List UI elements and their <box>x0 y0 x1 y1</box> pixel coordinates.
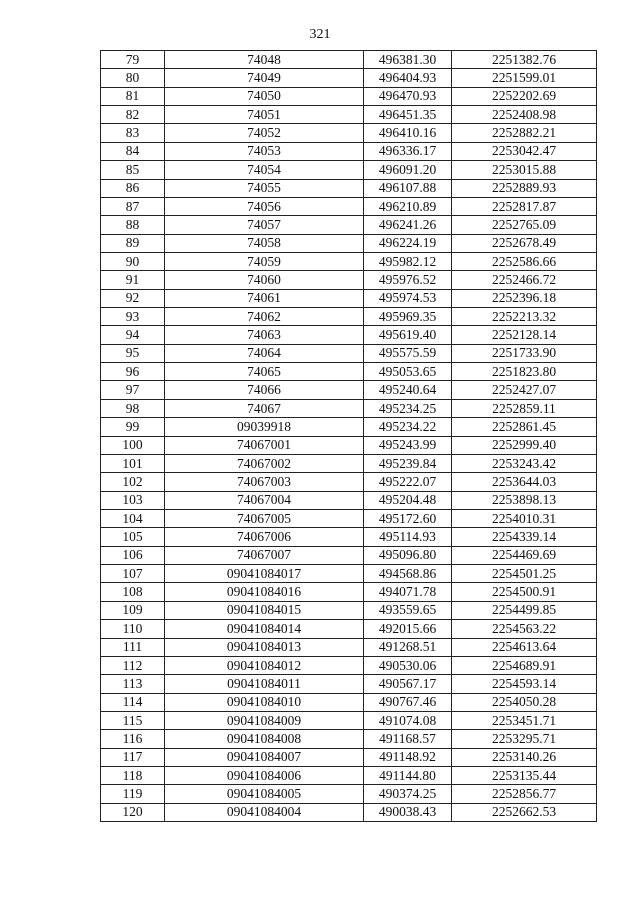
row-number-cell: 120 <box>101 803 165 821</box>
table-row <box>101 51 597 69</box>
table-row <box>101 399 597 417</box>
x-coordinate-cell: 495114.93 <box>364 528 452 546</box>
table-row <box>101 711 597 729</box>
point-id-cell: 74053 <box>165 142 364 160</box>
row-number-cell: 97 <box>101 381 165 399</box>
y-coordinate-cell: 2254689.91 <box>452 656 597 674</box>
row-number-cell: 95 <box>101 344 165 362</box>
table-row <box>101 565 597 583</box>
table-row <box>101 124 597 142</box>
y-coordinate-cell: 2254613.64 <box>452 638 597 656</box>
table-row <box>101 161 597 179</box>
point-id-cell: 09041084009 <box>165 711 364 729</box>
x-coordinate-cell: 490567.17 <box>364 675 452 693</box>
x-coordinate-cell: 491148.92 <box>364 748 452 766</box>
x-coordinate-cell: 496107.88 <box>364 179 452 197</box>
point-id-cell: 09039918 <box>165 418 364 436</box>
point-id-cell: 74048 <box>165 51 364 69</box>
x-coordinate-cell: 495239.84 <box>364 454 452 472</box>
point-id-cell: 09041084014 <box>165 620 364 638</box>
x-coordinate-cell: 495096.80 <box>364 546 452 564</box>
point-id-cell: 74067001 <box>165 436 364 454</box>
row-number-cell: 88 <box>101 216 165 234</box>
table-row <box>101 473 597 491</box>
row-number-cell: 107 <box>101 565 165 583</box>
table-row <box>101 106 597 124</box>
point-id-cell: 74067007 <box>165 546 364 564</box>
y-coordinate-cell: 2253015.88 <box>452 161 597 179</box>
y-coordinate-cell: 2251382.76 <box>452 51 597 69</box>
table-row <box>101 656 597 674</box>
x-coordinate-cell: 491168.57 <box>364 730 452 748</box>
y-coordinate-cell: 2252765.09 <box>452 216 597 234</box>
y-coordinate-cell: 2252202.69 <box>452 87 597 105</box>
point-id-cell: 09041084007 <box>165 748 364 766</box>
x-coordinate-cell: 496336.17 <box>364 142 452 160</box>
point-id-cell: 74061 <box>165 289 364 307</box>
table-row <box>101 491 597 509</box>
row-number-cell: 79 <box>101 51 165 69</box>
table-row <box>101 252 597 270</box>
row-number-cell: 91 <box>101 271 165 289</box>
point-id-cell: 09041084015 <box>165 601 364 619</box>
y-coordinate-cell: 2252662.53 <box>452 803 597 821</box>
point-id-cell: 74066 <box>165 381 364 399</box>
table-row <box>101 583 597 601</box>
row-number-cell: 102 <box>101 473 165 491</box>
table-row <box>101 601 597 619</box>
x-coordinate-cell: 495974.53 <box>364 289 452 307</box>
table-row <box>101 454 597 472</box>
x-coordinate-cell: 495053.65 <box>364 363 452 381</box>
point-id-cell: 09041084016 <box>165 583 364 601</box>
row-number-cell: 116 <box>101 730 165 748</box>
table-row <box>101 638 597 656</box>
point-id-cell: 74058 <box>165 234 364 252</box>
point-id-cell: 74063 <box>165 326 364 344</box>
point-id-cell: 74067004 <box>165 491 364 509</box>
y-coordinate-cell: 2254010.31 <box>452 509 597 527</box>
y-coordinate-cell: 2254593.14 <box>452 675 597 693</box>
point-id-cell: 09041084008 <box>165 730 364 748</box>
x-coordinate-cell: 496241.26 <box>364 216 452 234</box>
y-coordinate-cell: 2254501.25 <box>452 565 597 583</box>
row-number-cell: 110 <box>101 620 165 638</box>
y-coordinate-cell: 2252856.77 <box>452 785 597 803</box>
x-coordinate-cell: 496410.16 <box>364 124 452 142</box>
y-coordinate-cell: 2252213.32 <box>452 308 597 326</box>
point-id-cell: 09041084017 <box>165 565 364 583</box>
y-coordinate-cell: 2253135.44 <box>452 767 597 785</box>
row-number-cell: 84 <box>101 142 165 160</box>
point-id-cell: 74056 <box>165 197 364 215</box>
row-number-cell: 81 <box>101 87 165 105</box>
table-row <box>101 289 597 307</box>
point-id-cell: 09041084013 <box>165 638 364 656</box>
table-row <box>101 675 597 693</box>
row-number-cell: 118 <box>101 767 165 785</box>
row-number-cell: 115 <box>101 711 165 729</box>
x-coordinate-cell: 491074.08 <box>364 711 452 729</box>
y-coordinate-cell: 2252427.07 <box>452 381 597 399</box>
row-number-cell: 80 <box>101 69 165 87</box>
y-coordinate-cell: 2252889.93 <box>452 179 597 197</box>
table-row <box>101 693 597 711</box>
x-coordinate-cell: 490530.06 <box>364 656 452 674</box>
table-row <box>101 179 597 197</box>
row-number-cell: 109 <box>101 601 165 619</box>
y-coordinate-cell: 2252817.87 <box>452 197 597 215</box>
row-number-cell: 117 <box>101 748 165 766</box>
table-row <box>101 87 597 105</box>
point-id-cell: 74062 <box>165 308 364 326</box>
row-number-cell: 93 <box>101 308 165 326</box>
row-number-cell: 103 <box>101 491 165 509</box>
x-coordinate-cell: 494071.78 <box>364 583 452 601</box>
row-number-cell: 94 <box>101 326 165 344</box>
point-id-cell: 74067006 <box>165 528 364 546</box>
y-coordinate-cell: 2254050.28 <box>452 693 597 711</box>
x-coordinate-cell: 490374.25 <box>364 785 452 803</box>
x-coordinate-cell: 495240.64 <box>364 381 452 399</box>
point-id-cell: 74055 <box>165 179 364 197</box>
y-coordinate-cell: 2253898.13 <box>452 491 597 509</box>
x-coordinate-cell: 495982.12 <box>364 252 452 270</box>
row-number-cell: 90 <box>101 252 165 270</box>
x-coordinate-cell: 495243.99 <box>364 436 452 454</box>
table-row <box>101 216 597 234</box>
coordinates-table <box>100 50 597 822</box>
table-row <box>101 620 597 638</box>
row-number-cell: 114 <box>101 693 165 711</box>
x-coordinate-cell: 495222.07 <box>364 473 452 491</box>
x-coordinate-cell: 494568.86 <box>364 565 452 583</box>
row-number-cell: 99 <box>101 418 165 436</box>
x-coordinate-cell: 496224.19 <box>364 234 452 252</box>
x-coordinate-cell: 495575.59 <box>364 344 452 362</box>
point-id-cell: 09041084004 <box>165 803 364 821</box>
point-id-cell: 09041084005 <box>165 785 364 803</box>
table-row <box>101 730 597 748</box>
row-number-cell: 106 <box>101 546 165 564</box>
table-row <box>101 803 597 821</box>
point-id-cell: 09041084010 <box>165 693 364 711</box>
table-row <box>101 528 597 546</box>
y-coordinate-cell: 2253644.03 <box>452 473 597 491</box>
table-row <box>101 234 597 252</box>
point-id-cell: 74049 <box>165 69 364 87</box>
point-id-cell: 74064 <box>165 344 364 362</box>
table-row <box>101 326 597 344</box>
point-id-cell: 74057 <box>165 216 364 234</box>
row-number-cell: 83 <box>101 124 165 142</box>
table-row <box>101 197 597 215</box>
y-coordinate-cell: 2253140.26 <box>452 748 597 766</box>
table-row <box>101 785 597 803</box>
x-coordinate-cell: 495204.48 <box>364 491 452 509</box>
y-coordinate-cell: 2252408.98 <box>452 106 597 124</box>
y-coordinate-cell: 2252466.72 <box>452 271 597 289</box>
coordinates-table-body <box>101 51 597 822</box>
x-coordinate-cell: 496091.20 <box>364 161 452 179</box>
page-number: 321 <box>309 27 331 42</box>
table-row <box>101 142 597 160</box>
table-row <box>101 418 597 436</box>
x-coordinate-cell: 496470.93 <box>364 87 452 105</box>
x-coordinate-cell: 496381.30 <box>364 51 452 69</box>
x-coordinate-cell: 495969.35 <box>364 308 452 326</box>
point-id-cell: 74067002 <box>165 454 364 472</box>
y-coordinate-cell: 2253243.42 <box>452 454 597 472</box>
table-row <box>101 69 597 87</box>
row-number-cell: 112 <box>101 656 165 674</box>
x-coordinate-cell: 495976.52 <box>364 271 452 289</box>
y-coordinate-cell: 2254500.91 <box>452 583 597 601</box>
point-id-cell: 74050 <box>165 87 364 105</box>
table-row <box>101 748 597 766</box>
table-row <box>101 509 597 527</box>
point-id-cell: 09041084011 <box>165 675 364 693</box>
x-coordinate-cell: 491144.80 <box>364 767 452 785</box>
y-coordinate-cell: 2254339.14 <box>452 528 597 546</box>
row-number-cell: 111 <box>101 638 165 656</box>
row-number-cell: 96 <box>101 363 165 381</box>
row-number-cell: 98 <box>101 399 165 417</box>
point-id-cell: 74067005 <box>165 509 364 527</box>
x-coordinate-cell: 495172.60 <box>364 509 452 527</box>
point-id-cell: 74060 <box>165 271 364 289</box>
row-number-cell: 101 <box>101 454 165 472</box>
table-row <box>101 271 597 289</box>
y-coordinate-cell: 2252586.66 <box>452 252 597 270</box>
y-coordinate-cell: 2252678.49 <box>452 234 597 252</box>
table-row <box>101 381 597 399</box>
row-number-cell: 87 <box>101 197 165 215</box>
x-coordinate-cell: 492015.66 <box>364 620 452 638</box>
y-coordinate-cell: 2253451.71 <box>452 711 597 729</box>
point-id-cell: 74065 <box>165 363 364 381</box>
y-coordinate-cell: 2252859.11 <box>452 399 597 417</box>
x-coordinate-cell: 495234.25 <box>364 399 452 417</box>
y-coordinate-cell: 2252128.14 <box>452 326 597 344</box>
point-id-cell: 74054 <box>165 161 364 179</box>
point-id-cell: 74051 <box>165 106 364 124</box>
point-id-cell: 09041084006 <box>165 767 364 785</box>
table-row <box>101 344 597 362</box>
y-coordinate-cell: 2252861.45 <box>452 418 597 436</box>
row-number-cell: 104 <box>101 509 165 527</box>
table-row <box>101 436 597 454</box>
row-number-cell: 82 <box>101 106 165 124</box>
row-number-cell: 86 <box>101 179 165 197</box>
x-coordinate-cell: 490767.46 <box>364 693 452 711</box>
table-row <box>101 767 597 785</box>
y-coordinate-cell: 2254563.22 <box>452 620 597 638</box>
point-id-cell: 74067003 <box>165 473 364 491</box>
row-number-cell: 92 <box>101 289 165 307</box>
y-coordinate-cell: 2251823.80 <box>452 363 597 381</box>
y-coordinate-cell: 2254499.85 <box>452 601 597 619</box>
x-coordinate-cell: 490038.43 <box>364 803 452 821</box>
row-number-cell: 105 <box>101 528 165 546</box>
point-id-cell: 74052 <box>165 124 364 142</box>
row-number-cell: 113 <box>101 675 165 693</box>
x-coordinate-cell: 496451.35 <box>364 106 452 124</box>
row-number-cell: 108 <box>101 583 165 601</box>
point-id-cell: 09041084012 <box>165 656 364 674</box>
table-row <box>101 308 597 326</box>
x-coordinate-cell: 495619.40 <box>364 326 452 344</box>
x-coordinate-cell: 495234.22 <box>364 418 452 436</box>
y-coordinate-cell: 2252999.40 <box>452 436 597 454</box>
x-coordinate-cell: 496404.93 <box>364 69 452 87</box>
y-coordinate-cell: 2251599.01 <box>452 69 597 87</box>
y-coordinate-cell: 2252882.21 <box>452 124 597 142</box>
row-number-cell: 119 <box>101 785 165 803</box>
y-coordinate-cell: 2254469.69 <box>452 546 597 564</box>
row-number-cell: 85 <box>101 161 165 179</box>
y-coordinate-cell: 2252396.18 <box>452 289 597 307</box>
table-row <box>101 546 597 564</box>
point-id-cell: 74067 <box>165 399 364 417</box>
x-coordinate-cell: 491268.51 <box>364 638 452 656</box>
y-coordinate-cell: 2253042.47 <box>452 142 597 160</box>
y-coordinate-cell: 2253295.71 <box>452 730 597 748</box>
y-coordinate-cell: 2251733.90 <box>452 344 597 362</box>
x-coordinate-cell: 493559.65 <box>364 601 452 619</box>
x-coordinate-cell: 496210.89 <box>364 197 452 215</box>
table-row <box>101 363 597 381</box>
point-id-cell: 74059 <box>165 252 364 270</box>
row-number-cell: 100 <box>101 436 165 454</box>
row-number-cell: 89 <box>101 234 165 252</box>
